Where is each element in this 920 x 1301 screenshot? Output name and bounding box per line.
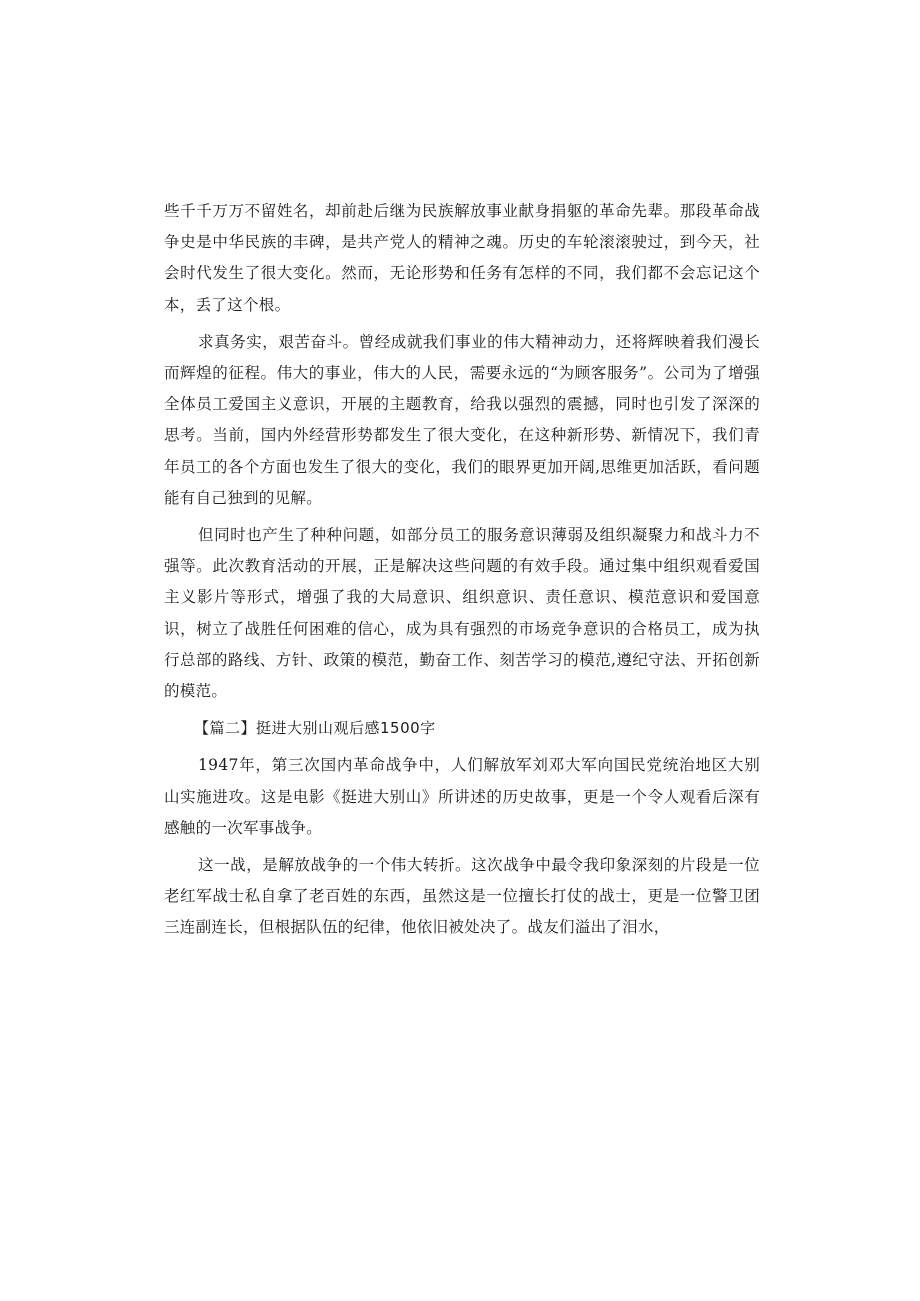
- paragraph-continuation: 些千千万万不留姓名，却前赴后继为民族解放事业献身捐躯的革命先辈。那段革命战争史是中华民族的丰碑，是共产党人的精神之魂。历史的车轮滚滚驶过，到今天，社会时代发生了很大变化。然而，无论形势和任务有怎样的不同，我们都不会忘记这个本，丢了这个根。: [164, 202, 760, 314]
- paragraph-1947: 1947年，第三次国内革命战争中，人们解放军刘邓大军向国民党统治地区大别山实施进攻。这是电影《挺进大别山》所讲述的历史故事，更是一个令人观看后深有感触的一次军事战争。: [164, 756, 760, 837]
- document-body: [164, 196, 760, 944]
- paragraph-seek-truth: 求真务实，艰苦奋斗。曾经成就我们事业的伟大精神动力，还将辉映着我们漫长而辉煌的征程。伟大的事业，伟大的人民，需要永远的“为顾客服务”。公司为了增强全体员工爱国主义意识，开展的主题教育，给我以强烈的震撼，同时也引发了深深的思考。当前，国内外经营形势都发生了很大变化，在这种新形势、新情况下，我们青年员工的各个方面也发生了很大的变化，我们的眼界更加开阔,思维更加活跃，看问题能有自己独到的见解。: [164, 332, 760, 507]
- paragraph-problems: 但同时也产生了种种问题，如部分员工的服务意识薄弱及组织凝聚力和战斗力不强等。此次教育活动的开展，正是解决这些问题的有效手段。通过集中组织观看爱国主义影片等形式，增强了我的大局意识、组织意识、责任意识、模范意识和爱国意识，树立了战胜任何困难的信心，成为具有强烈的市场竞争意识的合格员工，成为执行总部的路线、方针、政策的模范，勤奋工作、刻苦学习的模范,遵纪守法、开拓创新的模范。: [164, 526, 760, 701]
- paragraph-turning-point: 这一战，是解放战争的一个伟大转折。这次战争中最令我印象深刻的片段是一位老红军战士私自拿了老百姓的东西，虽然这是一位擅长打仗的战士，更是一位警卫团三连副连长，但根据队伍的纪律，他依旧被处决了。战友们溢出了泪水，: [164, 856, 760, 937]
- section-heading: 【篇二】挺进大别山观后感1500字: [194, 719, 436, 738]
